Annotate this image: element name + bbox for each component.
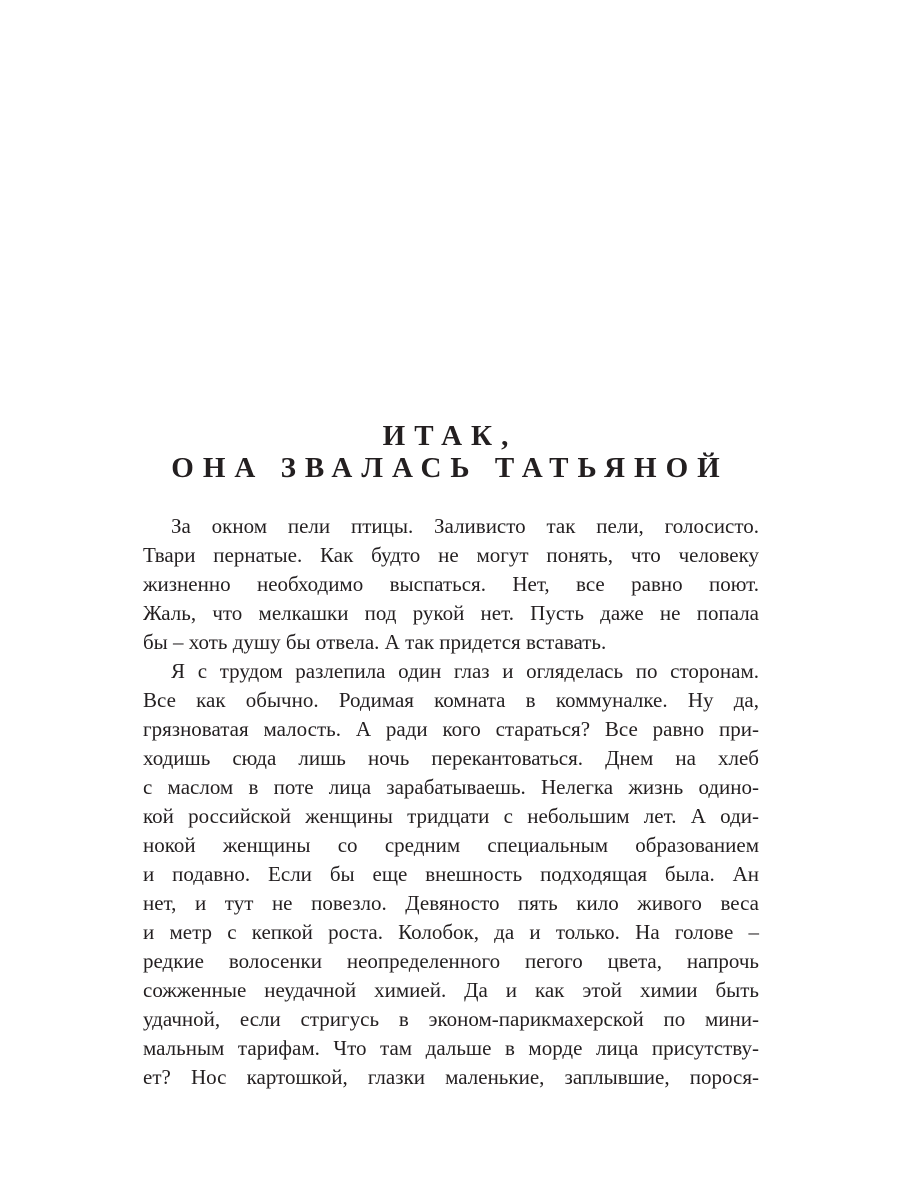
chapter-title — [0, 420, 900, 484]
paragraph-2-line: удачной, если стригусь в эконом-парикмахерской по мини- — [143, 1007, 759, 1031]
chapter-body — [143, 512, 759, 1092]
chapter-title-line-2: ОНА ЗВАЛАСЬ ТАТЬЯНОЙ — [171, 452, 729, 484]
paragraph-1-line: Жаль, что мелкашки под рукой нет. Пусть даже не попала — [143, 601, 759, 625]
paragraph-2-line: сожженные неудачной химией. Да и как этой химии быть — [143, 978, 759, 1002]
paragraph-2-line: нет, и тут не повезло. Девяносто пять кило живого веса — [143, 891, 759, 915]
paragraph-2-line: кой российской женщины тридцати с небольшим лет. А оди- — [143, 804, 759, 828]
paragraph-1-line: За окном пели птицы. Заливисто так пели, голосисто. — [171, 514, 759, 538]
paragraph-2-line: с маслом в поте лица зарабатываешь. Нелегка жизнь одино- — [143, 775, 759, 799]
paragraph-2-line: нокой женщины со средним специальным образованием — [143, 833, 759, 857]
paragraph-2-line: и метр с кепкой роста. Колобок, да и только. На голове – — [143, 920, 759, 944]
chapter-title-line-1: ИТАК, — [382, 420, 518, 452]
paragraph-2-line: Я с трудом разлепила один глаз и огляделась по сторонам. — [171, 659, 759, 683]
paragraph-2-line: ет? Нос картошкой, глазки маленькие, заплывшие, порося- — [143, 1065, 759, 1089]
paragraph-2-line: ходишь сюда лишь ночь перекантоваться. Днем на хлеб — [143, 746, 759, 770]
paragraph-2-line: редкие волосенки неопределенного пегого цвета, напрочь — [143, 949, 759, 973]
paragraph-2-line: грязноватая малость. А ради кого стараться? Все равно при- — [143, 717, 759, 741]
paragraph-1-line: жизненно необходимо выспаться. Нет, все равно поют. — [143, 572, 759, 596]
paragraph-1-line: Твари пернатые. Как будто не могут понять, что человеку — [143, 543, 759, 567]
paragraph-1-line: бы – хоть душу бы отвела. А так придется вставать. — [143, 630, 607, 654]
paragraph-2-line: и подавно. Если бы еще внешность подходящая была. Ан — [143, 862, 759, 886]
paragraph-2-line: Все как обычно. Родимая комната в коммуналке. Ну да, — [143, 688, 759, 712]
paragraph-2-line: мальным тарифам. Что там дальше в морде лица присутству- — [143, 1036, 759, 1060]
